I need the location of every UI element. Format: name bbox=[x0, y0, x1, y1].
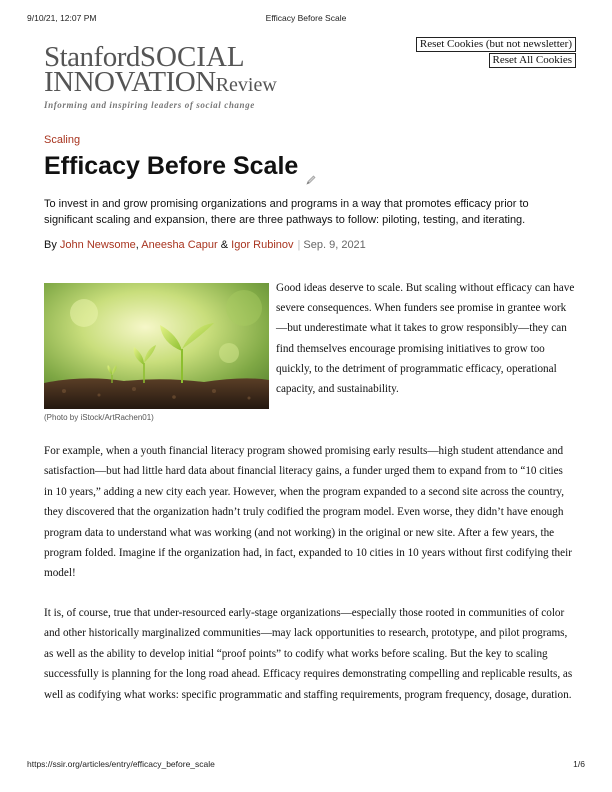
author-link-newsome[interactable]: John Newsome bbox=[59, 239, 136, 251]
site-logo[interactable] bbox=[44, 41, 334, 110]
logo-innovation: INNOVATION bbox=[44, 66, 216, 98]
print-page-number: 1/6 bbox=[573, 759, 585, 769]
logo-stanford: Stanford bbox=[44, 41, 140, 73]
reset-all-cookies-button[interactable]: Reset All Cookies bbox=[489, 53, 576, 68]
article-paragraph-2: It is, of course, true that under-resourced early-stage organizations—especially those rooted in communities of color and other historically marginalized communities—may lack opportunities to research, prototype, and pilot programs, as well as the ability to develop initial “proof points” to codify what works before scaling. But the key to scaling successfully is planning for the long road ahead. Efficacy requires demonstrating compelling and replicable results, as well as codifying what works: specific programmatic and staffing requirements, program frequency, dosage, duration. bbox=[44, 607, 573, 701]
byline-by: By bbox=[44, 239, 57, 251]
article-title bbox=[44, 152, 317, 181]
byline-comma: , bbox=[135, 239, 139, 251]
byline-separator: | bbox=[297, 239, 301, 251]
print-datetime: 9/10/21, 12:07 PM bbox=[27, 13, 97, 23]
article-paragraph-1: For example, when a youth financial literacy program showed promising early results—high student attendance and satisfaction—but had little hard data about financial literacy gains, a funder urged them to expand from to “10 cities in 10 years,” adding a new city each year. However, when the program expanded to a second site across the country, they discovered that the organization hadn’t truly codified the program model. Even worse, they didn’t have enough program data to understand what was working (and not working) in the original or new site. After a few years, the program folded. Imagine if the organization had, in fact, expanded to 10 cities in 10 years without first codifying their model! bbox=[44, 445, 572, 580]
article-deck: To invest in and grow promising organizations and programs in a way that promotes efficacy prior to significant scaling and expansion, there are three pathways to follow: piloting, testing, and iterating. bbox=[44, 198, 529, 226]
category-link[interactable]: Scaling bbox=[44, 134, 81, 146]
pencil-icon[interactable] bbox=[305, 164, 317, 176]
reset-cookies-button[interactable]: Reset Cookies (but not newsletter) bbox=[416, 37, 576, 52]
photo-credit: (Photo by iStock/ArtRachen01) bbox=[44, 413, 154, 422]
logo-line-2 bbox=[44, 66, 334, 98]
logo-social: SOCIAL bbox=[139, 41, 245, 73]
article-intro: Good ideas deserve to scale. But scaling without efficacy can have severe consequences. When funders see promise in grantee work—but underestimate what it takes to grow responsibly—they can find themselves encourage promising initiatives to grow too quickly, to the detriment of programmatic efficacy, operational capacity, and sustainability. bbox=[276, 282, 575, 396]
logo-tagline: Informing and inspiring leaders of social change bbox=[44, 100, 255, 110]
print-footer bbox=[27, 759, 585, 771]
print-page-title: Efficacy Before Scale bbox=[265, 13, 347, 23]
publish-date: Sep. 9, 2021 bbox=[303, 239, 366, 251]
logo-review: Review bbox=[215, 74, 277, 96]
byline bbox=[44, 239, 366, 251]
author-link-capur[interactable]: Aneesha Capur bbox=[141, 239, 218, 251]
author-link-rubinov[interactable]: Igor Rubinov bbox=[231, 239, 294, 251]
article-title-text: Efficacy Before Scale bbox=[44, 152, 299, 180]
article-photo-seedlings bbox=[44, 283, 269, 409]
print-url: https://ssir.org/articles/entry/efficacy_before_scale bbox=[27, 759, 215, 769]
byline-ampersand: & bbox=[220, 239, 229, 251]
print-header bbox=[27, 13, 585, 25]
cookie-controls bbox=[416, 37, 576, 68]
